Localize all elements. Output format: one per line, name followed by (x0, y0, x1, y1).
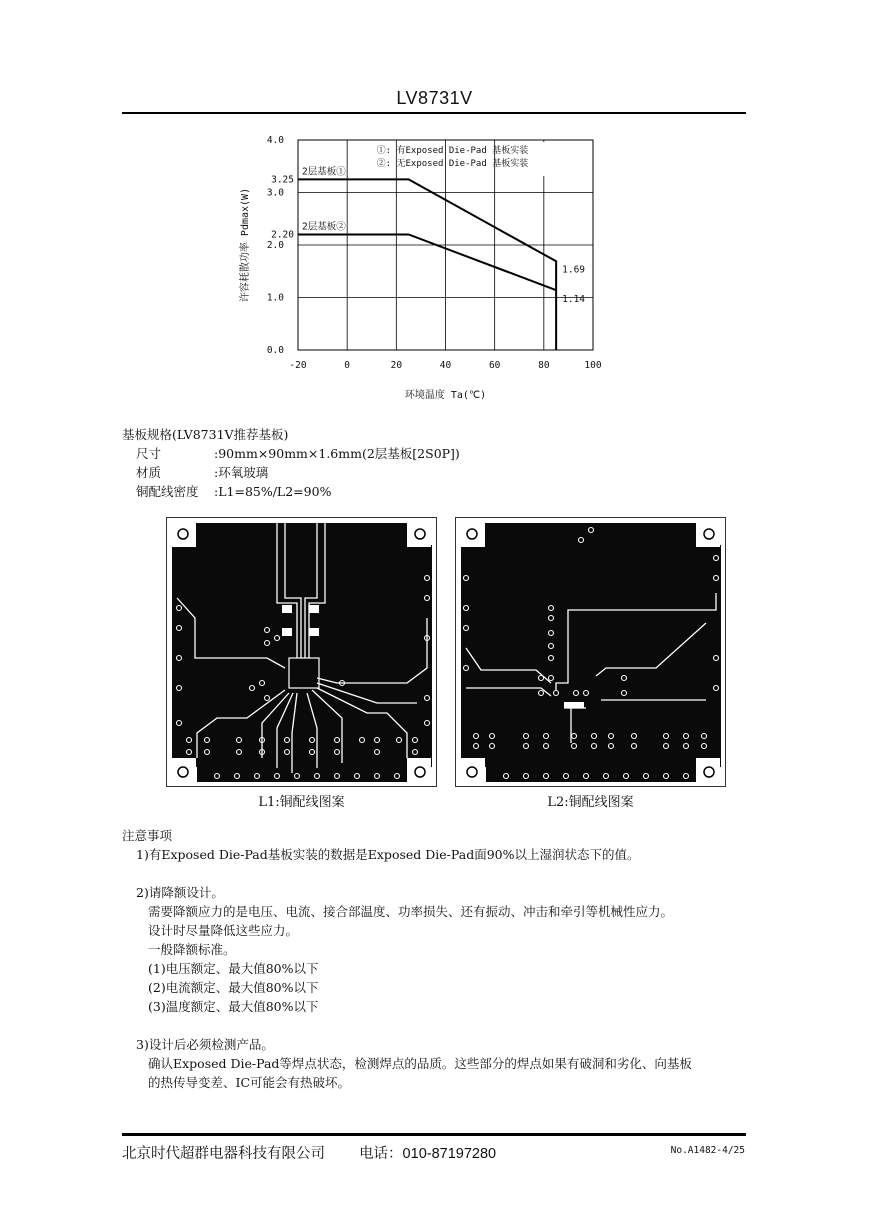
note-1: 1)有Exposed Die-Pad基板实装的数据是Exposed Die-Pad面90%以上湿润状态下的值。 (136, 847, 640, 862)
page-title: LV8731V (396, 88, 473, 108)
footer-contact (122, 1142, 496, 1163)
footer-rule (122, 1133, 746, 1136)
y-tick-label: 4.0 (266, 135, 284, 146)
series-label: 2层基板② (302, 221, 346, 233)
x-tick-label: 100 (584, 360, 602, 371)
end-value-label: 1.14 (562, 294, 586, 306)
spec-key: 铜配线密度 (136, 484, 199, 499)
y-tick-label: 0.0 (266, 345, 284, 356)
spec-value: :L1=85%/L2=90% (214, 484, 332, 499)
spec-row-size (122, 444, 460, 463)
note-2-line: (3)温度额定、最大值80%以下 (148, 999, 319, 1014)
board-spec (122, 425, 460, 501)
series-label: 2层基板① (302, 166, 346, 178)
x-tick-label: 80 (538, 360, 550, 371)
note-3-heading: 3)设计后必须检测产品。 (136, 1037, 274, 1052)
end-value-label: 1.69 (562, 264, 586, 276)
note-3-line: 确认Exposed Die-Pad等焊点状态，检测焊点的品质。这些部分的焊点如果有破洞和劣化、向基板 (148, 1056, 692, 1071)
note-2-line: 设计时尽量降低这些应力。 (148, 923, 299, 938)
y-value-label: 3.25 (271, 174, 294, 186)
pcb-l1-caption: L1:铜配线图案 (258, 795, 345, 810)
header-rule (122, 112, 746, 114)
y-value-label: 2.20 (271, 229, 294, 241)
spec-key: 材质 (136, 465, 162, 480)
y-axis-label: 许容耗散功率 Pdmax(W) (240, 187, 251, 303)
legend-bg (517, 142, 591, 176)
y-tick-label: 1.0 (266, 292, 284, 304)
note-2-heading: 2)请降额设计。 (136, 885, 224, 900)
x-tick-label: 20 (390, 360, 403, 371)
pcb-l2-image (455, 517, 726, 787)
x-tick-label: 40 (439, 360, 452, 371)
spec-row-material (122, 463, 460, 482)
spec-value: :90mm×90mm×1.6mm(2层基板[2S0P]) (214, 446, 460, 461)
notes-title: 注意事项 (122, 828, 173, 843)
y-tick-label: 3.0 (266, 187, 284, 199)
spec-row-copper (122, 482, 460, 501)
x-tick-label: 0 (344, 360, 351, 371)
x-axis-label: 环境温度 Ta(℃) (404, 390, 487, 401)
power-derating-chart (236, 128, 616, 412)
note-2-line: 需要降额应力的是电压、电流、接合部温度、功率损失、还有振动、冲击和牵引等机械性应力。 (148, 904, 674, 919)
x-tick-label: -20 (289, 360, 307, 371)
x-tick-label: 60 (488, 360, 501, 371)
note-2-line: (2)电流额定、最大值80%以下 (148, 980, 319, 995)
series-line (298, 179, 556, 350)
footer-company: 北京时代超群电器科技有限公司 (122, 1146, 325, 1162)
note-3-line: 的热传导变差、IC可能会有热破坏。 (148, 1075, 351, 1090)
series-line (298, 235, 556, 291)
spec-title: 基板规格(LV8731V推荐基板) (122, 427, 289, 442)
pcb-l2-caption: L2:铜配线图案 (547, 795, 634, 810)
note-2-line: 一般降额标准。 (148, 942, 236, 957)
spec-value: :环氧玻璃 (214, 465, 269, 480)
chart-svg (236, 128, 616, 408)
note-2-line: (1)电压额定、最大值80%以下 (148, 961, 319, 976)
page-number: No.A1482-4/25 (670, 1145, 745, 1156)
spec-key: 尺寸 (136, 446, 162, 461)
legend-entry: ①: 有Exposed Die-Pad 基板实装 (376, 146, 529, 156)
y-tick-label: 2.0 (266, 240, 284, 251)
notes-section (122, 826, 752, 1092)
footer-phone: 电话：010-87197280 (359, 1146, 497, 1162)
pcb-l1-image (166, 517, 437, 787)
legend-entry: ②: 无Exposed Die-Pad 基板实装 (376, 159, 529, 169)
